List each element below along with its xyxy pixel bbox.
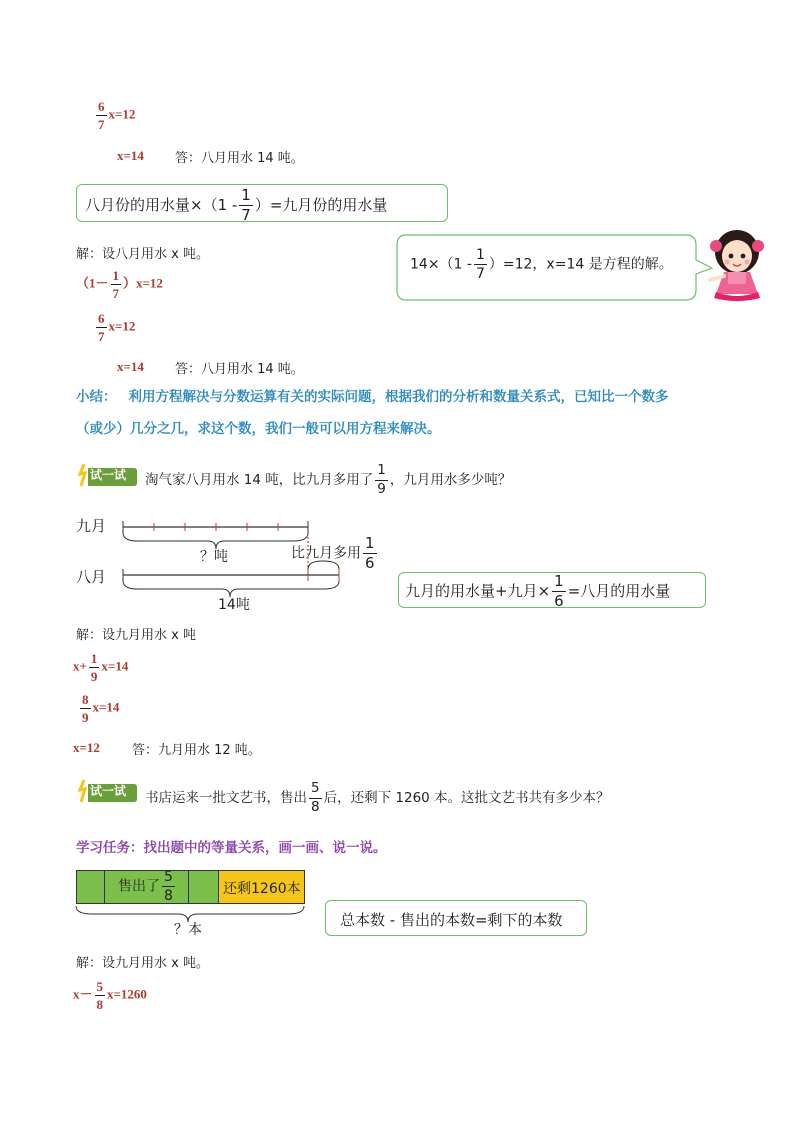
fraction: $\frac{8}{9}$	[82, 692, 89, 725]
relation-text: 总本数 - 售出的本数=剩下的本数	[340, 911, 563, 929]
question-text: 书店运来一批文艺书，售出 $\frac{5}{8}$ 后，还剩下 1260 本。这批文艺书共有多少本？	[145, 780, 610, 815]
relation-box	[398, 572, 706, 608]
diagram-unknown-value: ？吨	[200, 549, 228, 565]
fraction: $\frac{1}{6}$	[554, 572, 564, 610]
fraction: $\frac{6}{7}$	[98, 311, 105, 344]
bar-left-label: 还剩1260本	[223, 881, 301, 897]
diagram-more-label: 比九月多用 $\frac{1}{6}$	[291, 534, 375, 572]
bubble-text: 14×（1 - $\frac{1}{7}$ ）=12，x=14 是方程的解。	[410, 247, 673, 282]
answer-text: 答：八月用水 14 吨。	[175, 362, 304, 377]
fraction: $\frac{1}{7}$	[112, 268, 120, 301]
learning-task: 学习任务：找出题中的等量关系，画一画、说一说。	[76, 840, 387, 856]
diagram-label-august: 八月	[76, 568, 107, 586]
relation-text: 八月份的用水量×（1 - $\frac{1}{7}$ ）=九月份的用水量	[85, 186, 388, 224]
equation-line: $\frac{8}{9}$ x=14	[82, 692, 120, 725]
girl-illustration	[706, 224, 768, 304]
question-text: 淘气家八月用水 14 吨，比九月多用了 $\frac{1}{9}$ ，九月用水多少吨？	[145, 462, 512, 497]
summary-line: 小结： 利用方程解决与分数运算有关的实际问题，根据我们的分析和数量关系式，已知比一个数多	[76, 389, 669, 405]
try-badge-label: 试一试	[90, 468, 127, 482]
fraction: $\frac{1}{9}$	[377, 462, 386, 497]
fraction: $\frac{1}{6}$	[365, 534, 375, 572]
relation-box	[76, 184, 448, 222]
bar-total-label: ？本	[174, 922, 202, 938]
relation-text: 九月的用水量+九月× $\frac{1}{6}$ =八月的用水量	[405, 572, 671, 610]
fraction: $\frac{5}{8}$	[96, 979, 104, 1012]
equation-line: $\frac{6}{7}$ x=12	[98, 311, 136, 344]
solution-set: 解：设九月用水 x 吨。	[76, 956, 209, 971]
fraction: $\frac{5}{8}$	[311, 780, 320, 815]
solution-set: 解：设九月用水 x 吨	[76, 628, 196, 643]
relation-box	[325, 900, 587, 936]
answer-text: 答：八月用水 14 吨。	[175, 151, 304, 166]
fraction: $\frac{6}{7}$	[98, 99, 105, 132]
bar-sold-label: 售出了 $\frac{5}{8}$	[118, 869, 173, 904]
equation-line: $\frac{6}{7}$ x=12	[98, 99, 136, 132]
equation-line: x=14	[117, 148, 144, 163]
fraction: $\frac{1}{7}$	[241, 186, 251, 224]
equation-line: （1－ $\frac{1}{7}$ ）x=12	[76, 268, 163, 301]
summary-label: 小结：	[76, 389, 117, 405]
try-badge-label: 试一试	[90, 784, 127, 798]
bar-segment-sold	[76, 870, 105, 904]
answer-text: 答：九月用水 12 吨。	[132, 743, 261, 758]
equation-line: x－ $\frac{5}{8}$ x=1260	[73, 979, 147, 1012]
equation-line: x=14	[117, 359, 144, 374]
solution-set: 解：设八月用水 x 吨。	[76, 247, 209, 262]
equation-line: x=12	[73, 740, 100, 755]
summary-line: （或少）几分之几，求这个数，我们一般可以用方程来解决。	[76, 421, 441, 437]
fraction: $\frac{1}{9}$	[90, 651, 98, 684]
equation-line: x+ $\frac{1}{9}$ x=14	[73, 651, 129, 684]
diagram-label-september: 九月	[76, 517, 107, 535]
fraction: $\frac{1}{7}$	[475, 247, 485, 282]
diagram-total-value: 14吨	[218, 597, 250, 613]
fraction: $\frac{5}{8}$	[164, 869, 173, 904]
bar-segment-sold	[188, 870, 219, 904]
